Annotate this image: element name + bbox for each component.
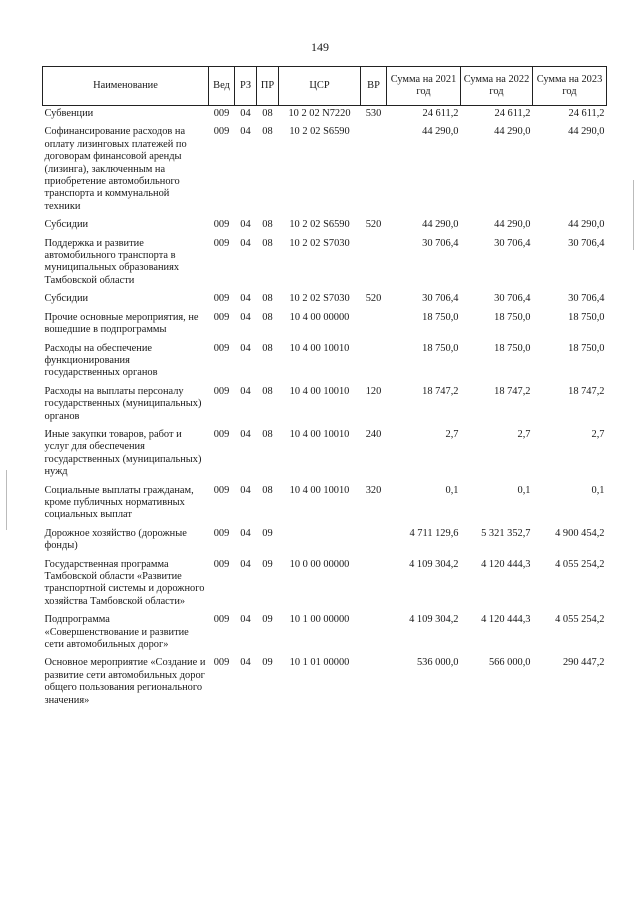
cell-amount-2022: 18 747,2 — [494, 385, 531, 397]
cell-vr — [361, 526, 387, 557]
cell-amount-2022: 30 706,4 — [494, 237, 531, 249]
cell-amount-2021: 0,1 — [445, 484, 459, 496]
cell-name: Подпрограмма «Совершенствование и развитие сети автомобильных дорог» — [44, 614, 189, 651]
cell-vr — [361, 124, 387, 217]
cell-rz: 04 — [240, 385, 251, 397]
cell-name: Поддержка и развитие автомобильного транспорта в муниципальных образованиях Тамбовской области — [44, 237, 180, 286]
table-row — [43, 291, 607, 309]
cell-pr: 08 — [262, 126, 273, 138]
cell-pr: 09 — [262, 558, 273, 570]
cell-amount-2021: 2,7 — [445, 428, 459, 440]
cell-ved: 009 — [213, 126, 230, 138]
cell-rz: 04 — [240, 428, 251, 440]
cell-rz: 04 — [240, 484, 251, 496]
cell-amount-2021: 44 290,0 — [422, 126, 459, 138]
cell-pr: 08 — [262, 385, 273, 397]
cell-ved: 009 — [213, 311, 230, 323]
cell-name: Расходы на обеспечение функционирования государственных органов — [44, 342, 158, 379]
cell-vr — [361, 236, 387, 292]
cell-csr: 10 1 01 00000 — [289, 657, 350, 669]
cell-name: Основное мероприятие «Создание и развитие сети автомобильных дорог общего пользования регионального значения» — [44, 657, 206, 706]
cell-name: Субвенции — [44, 108, 94, 119]
cell-amount-2021: 18 750,0 — [422, 342, 459, 354]
cell-name: Дорожное хозяйство (дорожные фонды) — [44, 527, 187, 552]
scan-edge-mark — [633, 180, 634, 250]
cell-rz: 04 — [240, 108, 251, 119]
table-body — [43, 106, 607, 712]
cell-name: Расходы на выплаты персоналу государственных (муниципальных) органов — [44, 385, 202, 422]
header-2021: Сумма на 2021 год — [387, 67, 461, 106]
cell-vr: 530 — [365, 108, 382, 119]
cell-rz: 04 — [240, 126, 251, 138]
cell-amount-2021: 30 706,4 — [422, 237, 459, 249]
header-vr: ВР — [361, 67, 387, 106]
cell-name: Субсидии — [44, 293, 89, 305]
cell-name: Субсидии — [44, 219, 89, 231]
cell-amount-2021: 24 611,2 — [422, 108, 459, 119]
cell-rz: 04 — [240, 657, 251, 669]
cell-amount-2023: 4 900 454,2 — [555, 527, 605, 539]
cell-csr: 10 2 02 S7030 — [289, 237, 350, 249]
cell-ved: 009 — [213, 657, 230, 669]
cell-vr — [361, 655, 387, 711]
budget-table — [42, 66, 607, 711]
cell-name: Государственная программа Тамбовской области «Развитие транспортной системы и дорожного хозяйства Тамбовской области» — [44, 558, 205, 607]
cell-ved: 009 — [213, 428, 230, 440]
scan-edge-mark — [6, 470, 7, 530]
header-ved: Вед — [209, 67, 235, 106]
cell-csr: 10 4 00 10010 — [289, 342, 350, 354]
cell-amount-2021: 18 750,0 — [422, 311, 459, 323]
cell-vr — [361, 341, 387, 384]
cell-amount-2022: 44 290,0 — [494, 126, 531, 138]
cell-vr — [361, 612, 387, 655]
cell-amount-2021: 44 290,0 — [422, 219, 459, 231]
table-row — [43, 483, 607, 526]
cell-ved: 009 — [213, 293, 230, 305]
cell-rz: 04 — [240, 558, 251, 570]
cell-csr: 10 4 00 10010 — [289, 385, 350, 397]
cell-pr: 08 — [262, 237, 273, 249]
table-row — [43, 526, 607, 557]
cell-ved: 009 — [213, 527, 230, 539]
cell-csr: 10 0 00 00000 — [289, 558, 350, 570]
header-name: Наименование — [43, 67, 209, 106]
cell-amount-2023: 44 290,0 — [568, 219, 605, 231]
cell-rz: 04 — [240, 527, 251, 539]
cell-pr: 08 — [262, 342, 273, 354]
table-row — [43, 106, 607, 125]
cell-amount-2023: 18 747,2 — [568, 385, 605, 397]
cell-rz: 04 — [240, 342, 251, 354]
cell-ved: 009 — [213, 484, 230, 496]
cell-vr: 520 — [365, 293, 382, 305]
table-row — [43, 310, 607, 341]
cell-name: Прочие основные мероприятия, не вошедшие в подпрограммы — [44, 311, 199, 336]
cell-amount-2022: 0,1 — [517, 484, 531, 496]
cell-amount-2021: 536 000,0 — [416, 657, 459, 669]
cell-rz: 04 — [240, 311, 251, 323]
cell-amount-2023: 0,1 — [591, 484, 605, 496]
cell-pr: 08 — [262, 428, 273, 440]
cell-pr: 09 — [262, 657, 273, 669]
cell-amount-2022: 566 000,0 — [488, 657, 531, 669]
table-row — [43, 655, 607, 711]
cell-name: Социальные выплаты гражданам, кроме публичных нормативных социальных выплат — [44, 484, 194, 521]
cell-amount-2021: 18 747,2 — [422, 385, 459, 397]
cell-pr: 08 — [262, 311, 273, 323]
cell-amount-2023: 24 611,2 — [568, 108, 605, 119]
cell-csr: 10 2 02 N7220 — [288, 108, 351, 119]
cell-amount-2023: 30 706,4 — [568, 237, 605, 249]
cell-name: Софинансирование расходов на оплату лизинговых платежей по договорам финансовой аренды (лизинга), заключенным на приобретение автомобильного транспорта и коммунальной техники — [44, 126, 187, 212]
cell-csr: 10 4 00 10010 — [289, 484, 350, 496]
cell-vr: 520 — [365, 219, 382, 231]
cell-vr — [361, 310, 387, 341]
table-row — [43, 341, 607, 384]
cell-amount-2023: 4 055 254,2 — [555, 614, 605, 626]
cell-amount-2021: 4 109 304,2 — [409, 614, 459, 626]
cell-rz: 04 — [240, 237, 251, 249]
cell-ved: 009 — [213, 108, 230, 119]
table-row — [43, 124, 607, 217]
header-2023: Сумма на 2023 год — [533, 67, 607, 106]
cell-amount-2022: 5 321 352,7 — [481, 527, 531, 539]
header-pr: ПР — [257, 67, 279, 106]
header-rz: РЗ — [235, 67, 257, 106]
cell-csr: 10 2 02 S7030 — [289, 293, 350, 305]
cell-name: Иные закупки товаров, работ и услуг для обеспечения государственных (муниципальных) нужд — [44, 428, 202, 478]
cell-pr: 08 — [262, 293, 273, 305]
page-number: 149 — [311, 40, 329, 54]
cell-pr: 09 — [262, 614, 273, 626]
cell-amount-2022: 2,7 — [517, 428, 531, 440]
cell-amount-2023: 18 750,0 — [568, 311, 605, 323]
cell-vr: 240 — [365, 428, 382, 440]
cell-amount-2022: 44 290,0 — [494, 219, 531, 231]
table-row — [43, 612, 607, 655]
cell-rz: 04 — [240, 614, 251, 626]
cell-csr: 10 1 00 00000 — [289, 614, 350, 626]
cell-amount-2023: 290 447,2 — [562, 657, 605, 669]
cell-ved: 009 — [213, 237, 230, 249]
cell-amount-2022: 18 750,0 — [494, 311, 531, 323]
cell-amount-2022: 4 120 444,3 — [481, 558, 531, 570]
table-row — [43, 427, 607, 483]
cell-amount-2023: 30 706,4 — [568, 293, 605, 305]
table-row — [43, 217, 607, 235]
cell-amount-2023: 44 290,0 — [568, 126, 605, 138]
cell-ved: 009 — [213, 385, 230, 397]
cell-amount-2022: 30 706,4 — [494, 293, 531, 305]
cell-vr: 120 — [365, 385, 382, 397]
cell-amount-2022: 18 750,0 — [494, 342, 531, 354]
cell-ved: 009 — [213, 614, 230, 626]
cell-amount-2021: 30 706,4 — [422, 293, 459, 305]
cell-pr: 08 — [262, 219, 273, 231]
cell-ved: 009 — [213, 558, 230, 570]
table-row — [43, 384, 607, 427]
cell-amount-2021: 4 109 304,2 — [409, 558, 459, 570]
cell-csr — [279, 526, 361, 557]
table-row — [43, 236, 607, 292]
table-row — [43, 557, 607, 613]
cell-rz: 04 — [240, 293, 251, 305]
cell-amount-2023: 18 750,0 — [568, 342, 605, 354]
header-csr: ЦСР — [279, 67, 361, 106]
cell-csr: 10 2 02 S6590 — [289, 219, 350, 231]
cell-vr — [361, 557, 387, 613]
cell-vr: 320 — [365, 484, 382, 496]
cell-amount-2023: 4 055 254,2 — [555, 558, 605, 570]
cell-csr: 10 4 00 10010 — [289, 428, 350, 440]
cell-amount-2022: 24 611,2 — [494, 108, 531, 119]
cell-csr: 10 2 02 S6590 — [289, 126, 350, 138]
cell-pr: 08 — [262, 484, 273, 496]
cell-amount-2022: 4 120 444,3 — [481, 614, 531, 626]
cell-ved: 009 — [213, 219, 230, 231]
cell-pr: 09 — [262, 527, 273, 539]
cell-csr: 10 4 00 00000 — [289, 311, 350, 323]
cell-amount-2021: 4 711 129,6 — [409, 527, 459, 539]
table-header-row — [43, 67, 607, 106]
cell-pr: 08 — [262, 108, 273, 119]
header-2022: Сумма на 2022 год — [461, 67, 533, 106]
cell-ved: 009 — [213, 342, 230, 354]
cell-amount-2023: 2,7 — [591, 428, 605, 440]
cell-rz: 04 — [240, 219, 251, 231]
